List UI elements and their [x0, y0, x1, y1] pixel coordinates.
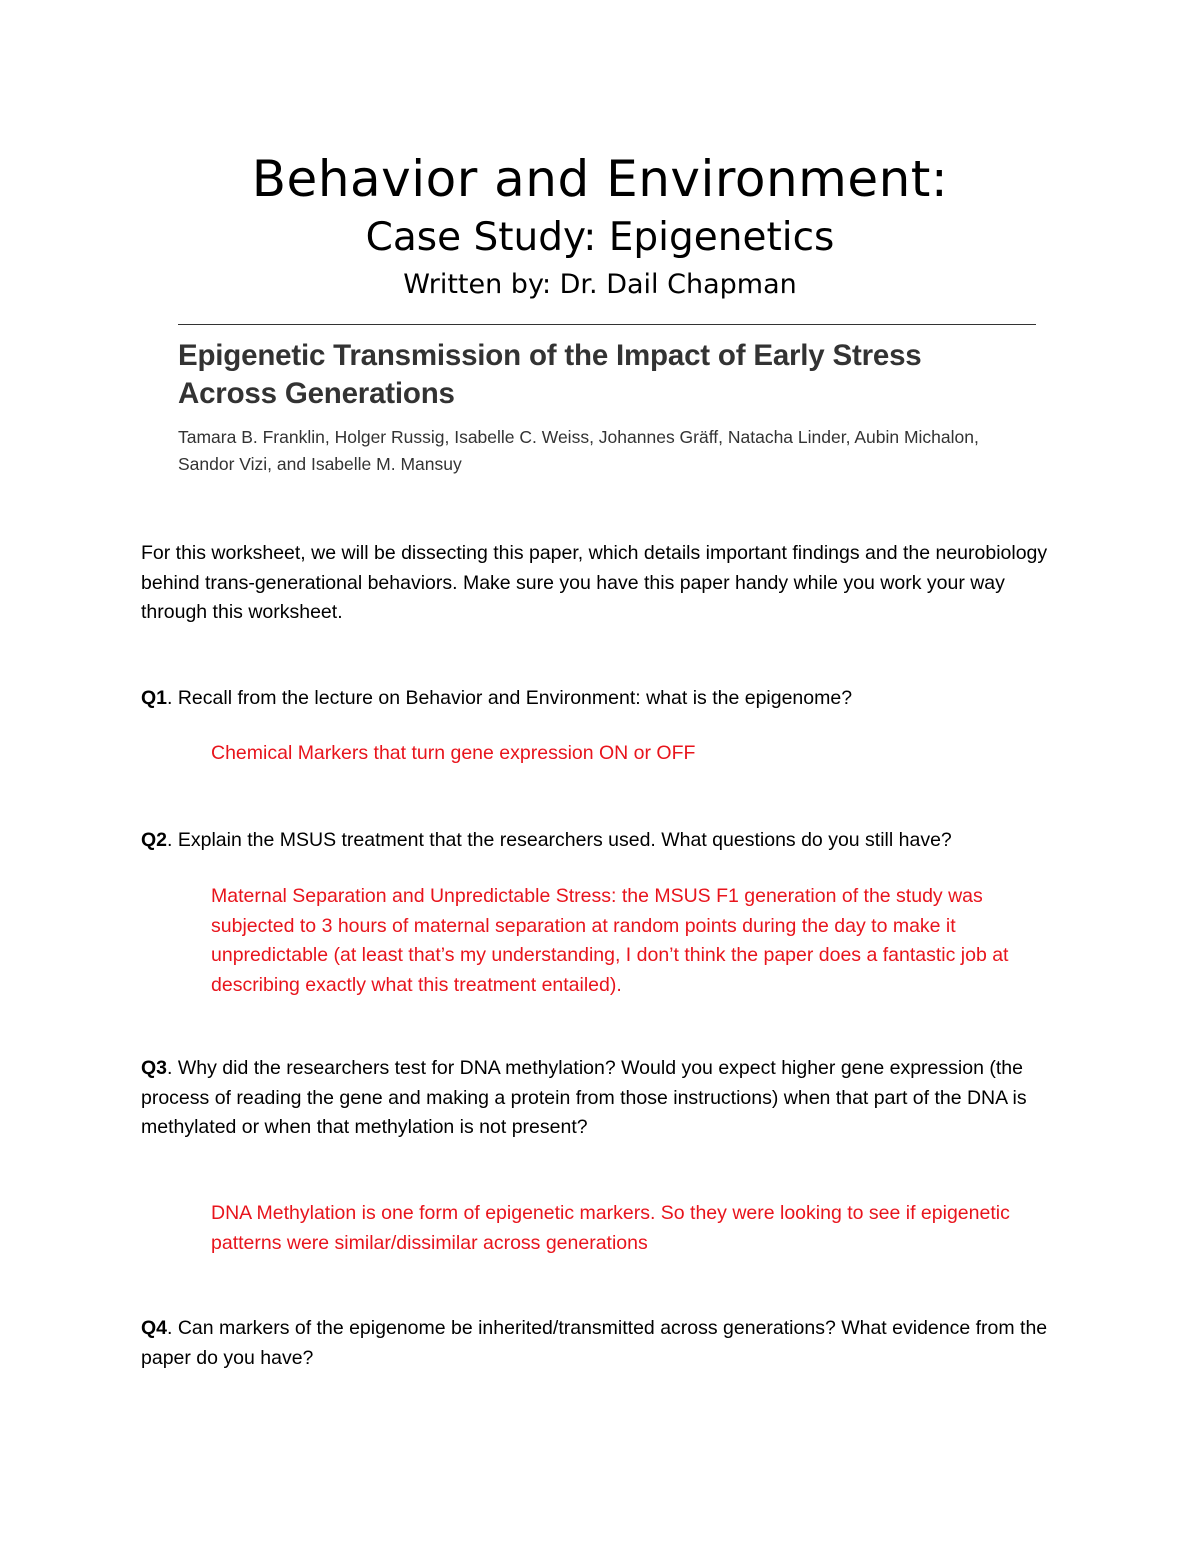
- question-2-text: . Explain the MSUS treatment that the researchers used. What questions do you still have?: [167, 829, 952, 851]
- question-2-label: Q2: [141, 829, 168, 851]
- paper-authors: [178, 424, 1036, 478]
- paper-title-line-1: Epigenetic Transmission of the Impact of Early Stress: [178, 339, 922, 372]
- intro-paragraph: For this worksheet, we will be dissecting this paper, which details important findings and the neurobiology behind trans-generational behaviors. Make sure you have this paper handy while you work your way through this worksheet.: [141, 542, 1048, 623]
- question-3: [141, 1054, 1071, 1143]
- paper-citation-image: [178, 324, 1036, 478]
- question-2: [141, 826, 1071, 856]
- question-4-text: . Can markers of the epigenome be inherited/transmitted across generations? What evidence from the paper do you have?: [141, 1317, 1048, 1369]
- question-4-label: Q4: [141, 1317, 168, 1339]
- paper-rule-divider: [178, 324, 1036, 325]
- question-1-text: . Recall from the lecture on Behavior and Environment: what is the epigenome?: [167, 687, 853, 709]
- worksheet-header: [0, 148, 1200, 302]
- paper-title: [178, 337, 1036, 413]
- question-1-label: Q1: [141, 687, 168, 709]
- worksheet-author: Written by: Dr. Dail Chapman: [403, 269, 797, 300]
- answer-1: Chemical Markers that turn gene expression ON or OFF: [211, 742, 696, 764]
- question-1: [141, 684, 1071, 714]
- question-4: [141, 1314, 1071, 1373]
- paper-authors-line-2: Sandor Vizi, and Isabelle M. Mansuy: [178, 454, 462, 474]
- paper-authors-line-1: Tamara B. Franklin, Holger Russig, Isabelle C. Weiss, Johannes Gräff, Natacha Linder, Aubin Michalon,: [178, 427, 979, 447]
- answer-2: Maternal Separation and Unpredictable Stress: the MSUS F1 generation of the study was subjected to 3 hours of maternal separation at random points during the day to make it unpredictable (at least that’s my understanding, I don’t think the paper does a fantastic job at describing exactly what this treatment entailed).: [211, 885, 1009, 996]
- answer-3: DNA Methylation is one form of epigenetic markers. So they were looking to see if epigenetic patterns were similar/dissimilar across generations: [211, 1202, 1010, 1254]
- worksheet-subtitle: Case Study: Epigenetics: [365, 215, 835, 260]
- paper-title-line-2: Across Generations: [178, 377, 455, 410]
- worksheet-title: Behavior and Environment:: [251, 150, 949, 208]
- question-3-label: Q3: [141, 1057, 168, 1079]
- question-3-text: . Why did the researchers test for DNA methylation? Would you expect higher gene expression (the process of reading the gene and making a protein from those instructions) when that part of the DNA is methylated or when that methylation is not present?: [141, 1057, 1027, 1138]
